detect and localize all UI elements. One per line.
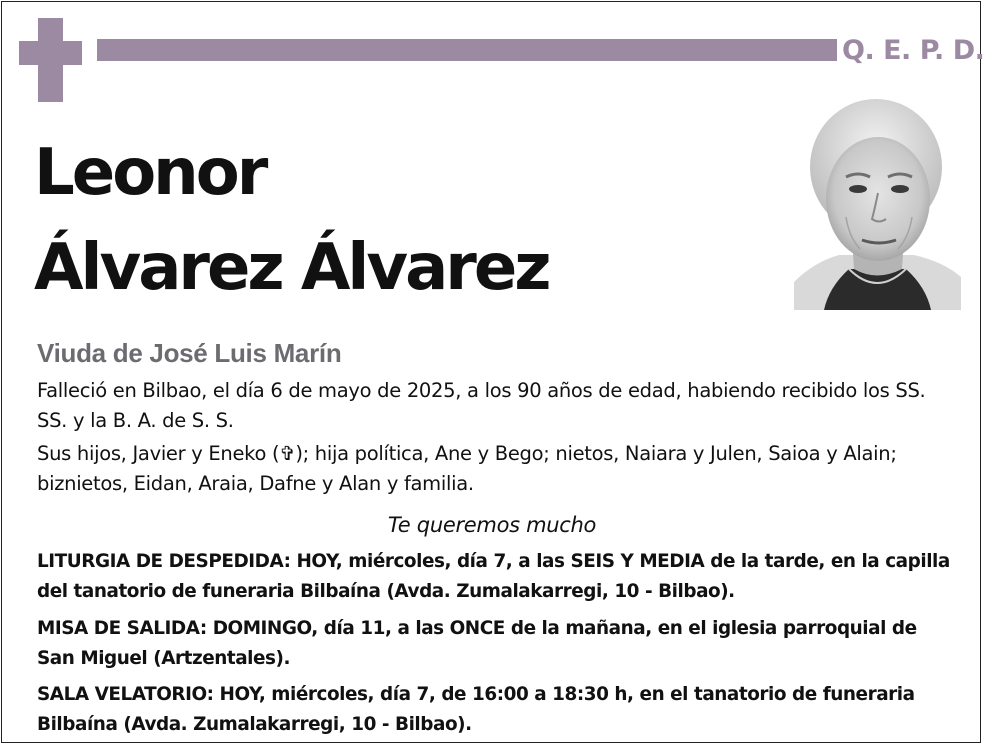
cross-icon-horizontal [19, 41, 82, 65]
qepd-label: Q. E. P. D. [842, 35, 984, 66]
death-announcement: Falleció en Bilbao, el día 6 de mayo de 2025, a los 90 años de edad, habiendo recibido los SS. SS. y la B. A. de S. S. [37, 379, 926, 432]
liturgy-info: LITURGIA DE DESPEDIDA: HOY, miércoles, día 7, a las SEIS Y MEDIA de la tarde, en la capilla del tanatorio de funeraria Bilbaína (Avda. Zumalakarregi, 10 - Bilbao). [37, 551, 950, 602]
widow-of-line: Viuda de José Luis Marín [37, 338, 342, 368]
family-list: Sus hijos, Javier y Eneko (✞); hija política, Ane y Bego; nietos, Naiara y Julen, Saioa y Alain; biznietos, Eidan, Araia, Dafne y Alan y familia. [37, 442, 897, 495]
deceased-portrait-photo [794, 97, 961, 310]
portrait-illustration [794, 97, 961, 310]
header-divider-bar [97, 39, 837, 61]
mass-info: MISA DE SALIDA: DOMINGO, día 11, a las ONCE de la mañana, en el iglesia parroquial de San Miguel (Artzentales). [37, 618, 917, 669]
wake-info: SALA VELATORIO: HOY, miércoles, día 7, de 16:00 a 18:30 h, en el tanatorio de funeraria Bilbaína (Avda. Zumalakarregi, 10 - Bilbao). [37, 684, 915, 735]
deceased-first-name: Leonor [34, 136, 266, 210]
motto: Te queremos mucho [387, 513, 597, 537]
deceased-surnames: Álvarez Álvarez [34, 231, 549, 305]
